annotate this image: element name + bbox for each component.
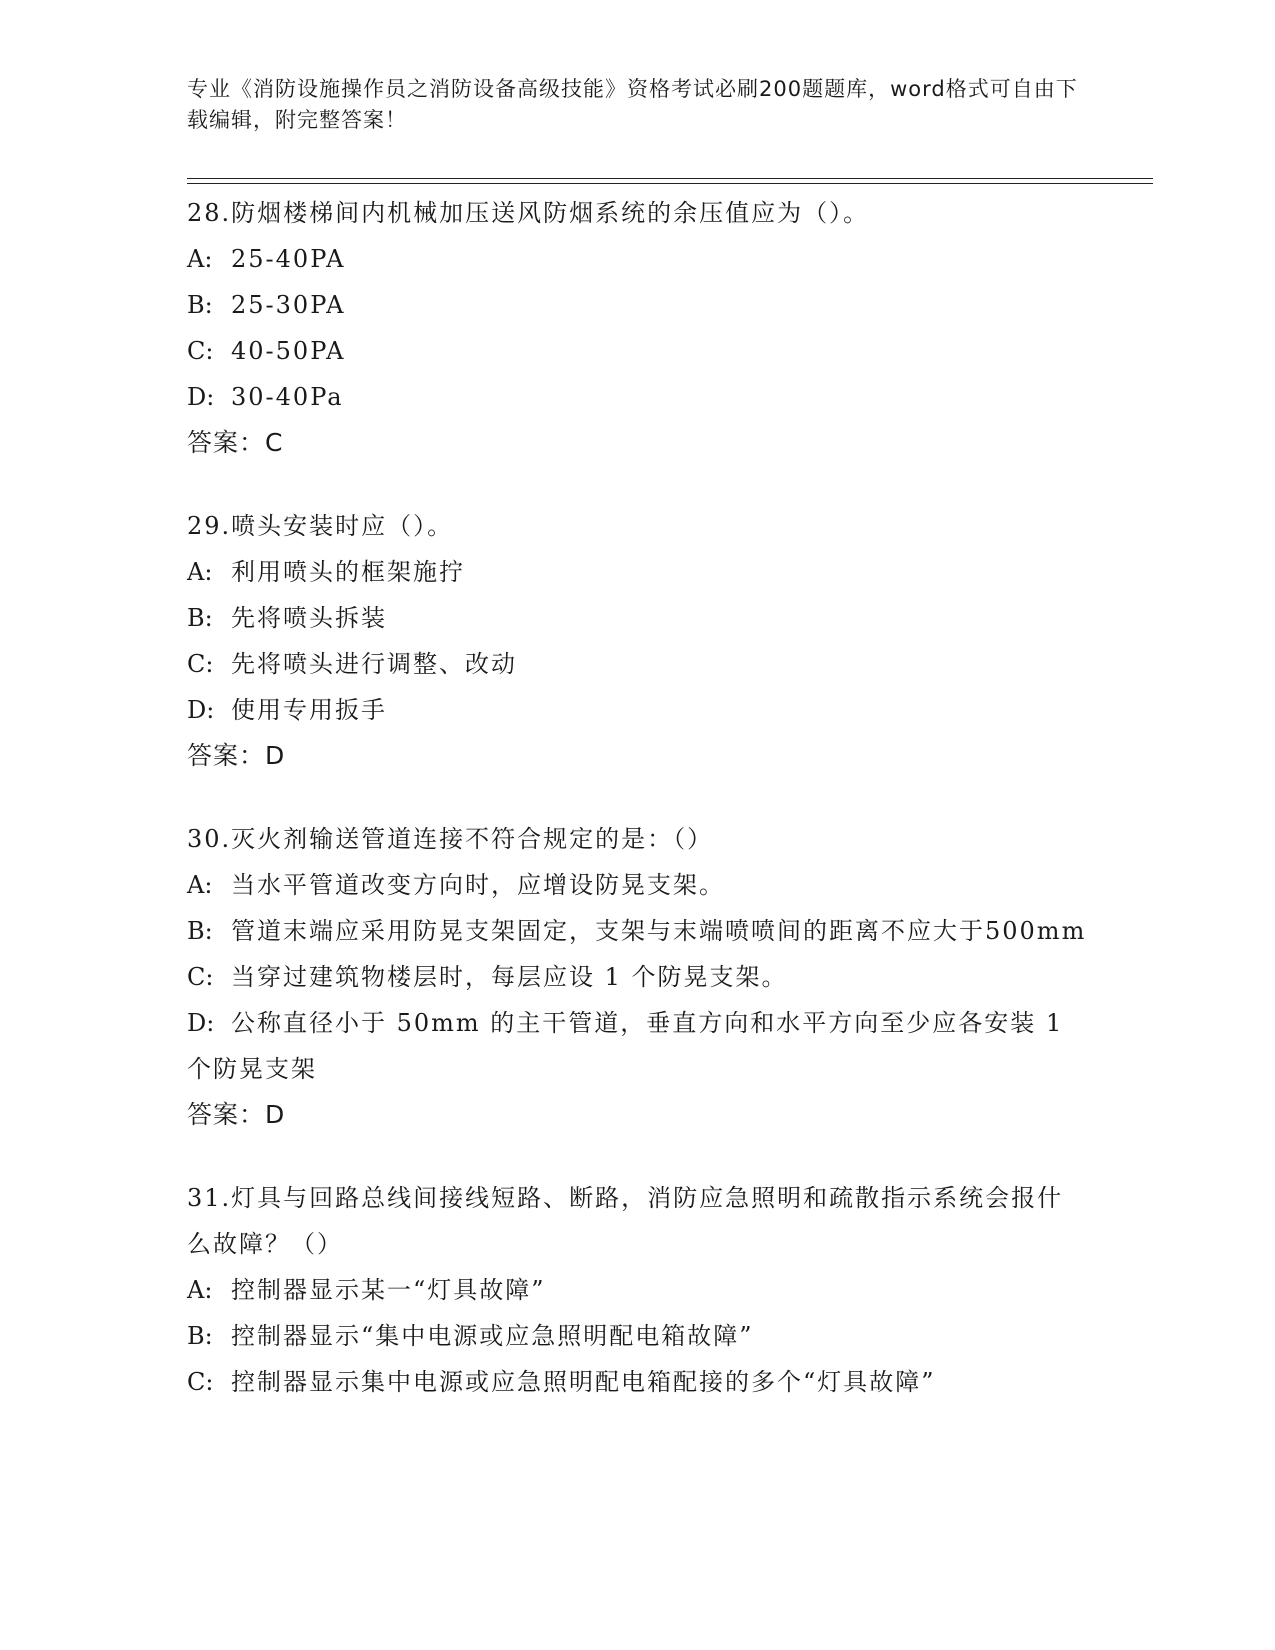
- option-text: 当水平管道改变方向时，应增设防晃支架。: [231, 871, 725, 899]
- option-letter: D:: [187, 696, 215, 724]
- option-text: 利用喷头的框架施拧: [231, 558, 465, 586]
- question-item: [187, 503, 1087, 779]
- option-letter: C:: [187, 963, 214, 991]
- answer-line: 答案：D: [187, 1100, 286, 1129]
- question-item: [187, 190, 1087, 466]
- option-letter: B:: [187, 917, 213, 945]
- option-letter: A:: [187, 558, 213, 586]
- option-d: [187, 1000, 1087, 1092]
- option-c: [187, 641, 1087, 687]
- option-text: 控制器显示某一“灯具故障”: [231, 1276, 546, 1304]
- option-letter: D:: [187, 383, 215, 411]
- option-letter: B:: [187, 1322, 213, 1350]
- option-letter: A:: [187, 871, 213, 899]
- option-a: [187, 862, 1087, 908]
- option-b: [187, 1313, 1087, 1359]
- option-text: 先将喷头拆装: [231, 604, 387, 632]
- option-text: 公称直径小于 50mm 的主干管道，垂直方向和水平方向至少应各安装 1 个防晃支架: [187, 1009, 1064, 1083]
- option-b: [187, 282, 1087, 328]
- header-divider-bottom: [187, 183, 1153, 184]
- question-item: [187, 1175, 1087, 1405]
- option-text: 使用专用扳手: [231, 696, 387, 724]
- option-letter: C:: [187, 650, 214, 678]
- question-list: [187, 190, 1087, 1442]
- option-letter: B:: [187, 604, 213, 632]
- question-stem: 28.防烟楼梯间内机械加压送风防烟系统的余压值应为（）。: [187, 199, 870, 227]
- option-a: [187, 236, 1087, 282]
- option-text: 40-50PA: [231, 337, 346, 365]
- option-c: [187, 328, 1087, 374]
- option-letter: B:: [187, 291, 213, 319]
- option-text: 当穿过建筑物楼层时，每层应设 1 个防晃支架。: [231, 963, 788, 991]
- header-divider-top: [187, 178, 1153, 179]
- option-text: 管道末端应采用防晃支架固定，支架与末端喷喷间的距离不应大于500mm: [231, 917, 1087, 945]
- option-b: [187, 908, 1087, 954]
- option-a: [187, 1267, 1087, 1313]
- option-d: [187, 687, 1087, 733]
- option-c: [187, 1359, 1087, 1405]
- option-text: 25-30PA: [231, 291, 346, 319]
- option-letter: C:: [187, 1368, 214, 1396]
- question-item: [187, 816, 1087, 1138]
- option-text: 控制器显示集中电源或应急照明配电箱配接的多个“灯具故障”: [231, 1368, 936, 1396]
- option-text: 先将喷头进行调整、改动: [231, 650, 517, 678]
- answer-line: 答案：D: [187, 741, 286, 770]
- option-letter: D:: [187, 1009, 215, 1037]
- option-a: [187, 549, 1087, 595]
- option-b: [187, 595, 1087, 641]
- option-d: [187, 374, 1087, 420]
- option-text: 控制器显示“集中电源或应急照明配电箱故障”: [231, 1322, 754, 1350]
- option-c: [187, 954, 1087, 1000]
- answer-line: 答案：C: [187, 428, 284, 457]
- question-stem: 29.喷头安装时应（）。: [187, 512, 454, 540]
- option-letter: A:: [187, 1276, 213, 1304]
- question-stem: 31.灯具与回路总线间接线短路、断路，消防应急照明和疏散指示系统会报什么故障？（）: [187, 1184, 1064, 1258]
- option-letter: A:: [187, 245, 213, 273]
- document-header: 专业《消防设施操作员之消防设备高级技能》资格考试必刷200题题库，word格式可自由下载编辑，附完整答案！: [187, 77, 1078, 132]
- question-stem: 30.灭火剂输送管道连接不符合规定的是：（）: [187, 825, 714, 853]
- option-text: 30-40Pa: [231, 383, 344, 411]
- option-text: 25-40PA: [231, 245, 346, 273]
- option-letter: C:: [187, 337, 214, 365]
